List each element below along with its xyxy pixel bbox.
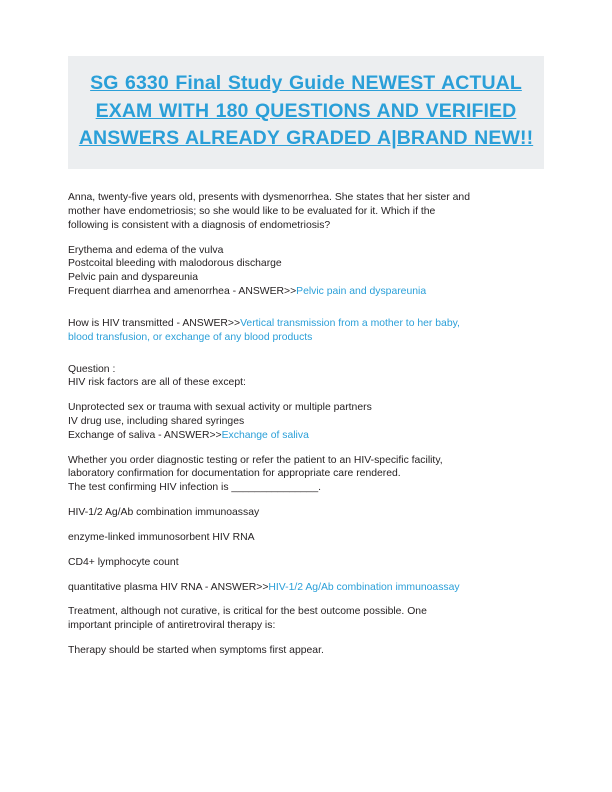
- question-5-stem: [68, 605, 544, 633]
- question-1-option-1: Erythema and edema of the vulva: [68, 244, 224, 256]
- question-4-stem: [68, 454, 544, 495]
- question-3-stem-line: HIV risk factors are all of these except:: [68, 377, 246, 389]
- question-3-option-2: IV drug use, including shared syringes: [68, 416, 245, 427]
- question-4-option-2: [68, 531, 544, 545]
- question-4-stem-line-3: The test confirming HIV infection is _______________.: [68, 482, 321, 494]
- question-1-stem-line-3: following is consistent with a diagnosis of endometriosis?: [68, 219, 331, 231]
- question-2-prompt: How is HIV transmitted - ANSWER>>: [68, 317, 241, 329]
- question-1-stem: [68, 191, 544, 232]
- question-3-answer-text: Exchange of saliva: [221, 429, 309, 441]
- question-5-stem-line-1: Treatment, although not curative, is critical for the best outcome possible. One: [68, 606, 427, 618]
- question-4-option-2-text: enzyme-linked immunosorbent HIV RNA: [68, 531, 255, 543]
- question-3-stem: [68, 363, 544, 391]
- question-4-option-1-text: HIV-1/2 Ag/Ab combination immunoassay: [68, 507, 260, 519]
- document-title-block: [68, 56, 544, 169]
- question-5-stem-line-2: important principle of antiretroviral therapy is:: [68, 620, 276, 632]
- question-2: [68, 317, 544, 345]
- question-1-stem-line-2: mother have endometriosis; so she would like to be evaluated for it. Which if the: [68, 205, 436, 217]
- question-2-answer-line-2: blood transfusion, or exchange of any blood products: [68, 331, 313, 343]
- question-4-option-3: [68, 556, 544, 570]
- question-2-answer-line-1: Vertical transmission from a mother to her baby,: [240, 317, 460, 329]
- question-4-stem-line-2: laboratory confirmation for documentation for appropriate care rendered.: [68, 468, 401, 480]
- question-3-label: Question :: [68, 363, 116, 375]
- question-3-option-1: Unprotected sex or trauma with sexual activity or multiple partners: [68, 402, 372, 414]
- question-4-option-4: [68, 581, 544, 595]
- question-1-option-4: [68, 285, 544, 299]
- question-4-stem-line-1: Whether you order diagnostic testing or refer the patient to an HIV-specific facility,: [68, 454, 443, 466]
- question-4-option-3-text: CD4+ lymphocyte count: [68, 556, 179, 568]
- question-1-answer-text: Pelvic pain and dyspareunia: [296, 286, 427, 298]
- question-1-answer-prompt: Frequent diarrhea and amenorrhea - ANSWER>>: [68, 286, 297, 298]
- document-title-link[interactable]: SG 6330 Final Study Guide NEWEST ACTUAL EXAM WITH 180 QUESTIONS AND VERIFIED ANSWERS ALREADY GRADED A|BRAND NEW!!: [78, 72, 534, 150]
- spacer-2: [68, 356, 544, 363]
- document-body: [68, 191, 544, 658]
- question-5-option-1: [68, 644, 544, 658]
- question-1-option-3: Pelvic pain and dyspareunia: [68, 272, 198, 284]
- question-3-answer-prompt: Exchange of saliva - ANSWER>>: [68, 429, 222, 441]
- question-3-option-3: [68, 429, 544, 443]
- question-3-options: [68, 401, 544, 442]
- question-1-option-2: Postcoital bleeding with malodorous discharge: [68, 258, 282, 270]
- question-5-option-1-text: Therapy should be started when symptoms first appear.: [68, 645, 324, 657]
- question-1-options: [68, 244, 544, 299]
- question-4-answer-prompt: quantitative plasma HIV RNA - ANSWER>>: [68, 581, 269, 593]
- question-4-option-1: [68, 506, 544, 520]
- question-4-answer-text: HIV-1/2 Ag/Ab combination immunoassay: [268, 581, 460, 593]
- question-2-line-1: [68, 317, 544, 331]
- question-1-stem-line-1: Anna, twenty-five years old, presents with dysmenorrhea. She states that her sister and: [68, 192, 470, 204]
- spacer-1: [68, 310, 544, 317]
- question-4-option-4-text: [68, 581, 544, 595]
